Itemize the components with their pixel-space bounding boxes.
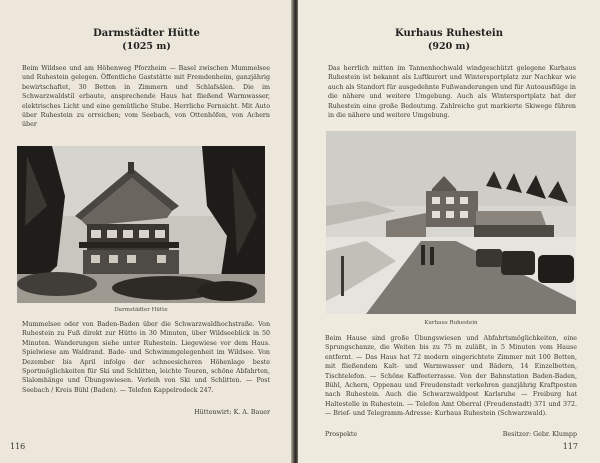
left-page [0, 0, 293, 463]
right-footer-prospekte: Prospekte [325, 431, 358, 438]
right-page-elevation: (920 m) [427, 41, 471, 52]
right-page-title: Kurhaus Ruhestein [394, 28, 504, 39]
right-photo-caption: Kurhaus Ruhestein [424, 320, 478, 326]
right-body-text: Beim Hause sind große Übungswiesen und Abfahrtsmöglichkeiten, eine Sprungschanze, die Weiten bis zu 75 m zuläßt, in 5 Minuten vom Hause entfernt. — Das Haus hat 72 modern eingerichtete Zimmer mit 100 Betten, mit fließendem Kalt- und Warmwasser und Bädern, 14 Einzelbetten, Tischtelefon. — Schöne Kaffeeterrasse. Von der Bahnstation Baden-Baden, Bühl, Achern, Oppenau und Freudenstadt verkehren ganzjährig Kraftposten nach Ruhestein. Auch die Schwarzwaldpost Karlsruhe — Freiburg hat Haltestelle in Ruhestein. — Telefon Amt Oberral (Freudenstadt) 371 und 372. — Brief- und Telegramm-Adresse: Kurhaus Ruhestein (Schwarzwald). [325, 335, 577, 418]
right-footer-owner: Besitzer: Gebr. Klumpp [502, 431, 577, 438]
left-body-text: Mummelsee oder von Baden-Baden über die Schwarzwaldhochstraße. Von Ruhestein zu Fuß direkt zur Hütte in 30 Minuten, über Wildseeblick in 50 Minuten. Wanderungen siehe unter Ruhestein. Liegewiese vor dem Haus. Spielwiese am Waldrand. Bade- und Schwimmgelegenheit im Wildsee. Von Dezember bis April infolge der schneesicheren Höhenlage beste Sportmöglichkeiten für Ski und Schlitten, leichte Touren, schöne Abfahrten, Slalomhänge und Übungswiesen. Verleih von Ski und Schlitten. — Post Seebach / Kreis Bühl (Baden). — Telefon Kappelrodeck 247. [22, 321, 270, 394]
kurhaus-ruhestein-photo [326, 131, 576, 314]
left-photo-caption: Darmstädter Hütte [114, 307, 168, 313]
right-page-number: 117 [562, 442, 578, 451]
left-intro-text: Beim Wildsee und am Höhenweg Pforzheim — Basel zwischen Mummelsee und Ruhestein gelegen. Öffentliche Gaststätte mit Fremdenheim, ganzjährig bewirtschaftet, 30 Betten in Zimmern und Schlafsälen. Die im Schwarzwaldstil erbaute, ansprechende Haus hat fließend Warmwasser, elektrisches Licht und eine gemütliche Stube. Herrliche Fernsicht. Mit Auto über Ruhestein zu erreichen; vom Seebach, von Ottenhöfen, von Achern über [22, 65, 270, 129]
right-intro-text: Das herrlich mitten im Tannenhochwald windgeschützt gelegene Kurhaus Ruhestein ist bekannt als Luftkurort und Wintersportplatz zur Nachkur wie auch als Standort für ausgedehnte Fußwanderungen und für Autoausflüge in die nähere und weitere Umgebung. Auch als Wintersportplatz hat der Ruhestein eine große Bedeutung. Zahlreiche gut markierte Skiwege führen in die nähere und weitere Umgebung. [328, 65, 576, 120]
left-page-number: 116 [10, 442, 26, 451]
darmstaedter-huette-photo [17, 146, 265, 303]
left-page-title: Darmstädter Hütte [93, 28, 200, 39]
left-page-elevation: (1025 m) [122, 41, 171, 52]
left-footer-host: Hüttenwirt: K. A. Bauer [194, 409, 270, 416]
right-page [298, 0, 600, 463]
